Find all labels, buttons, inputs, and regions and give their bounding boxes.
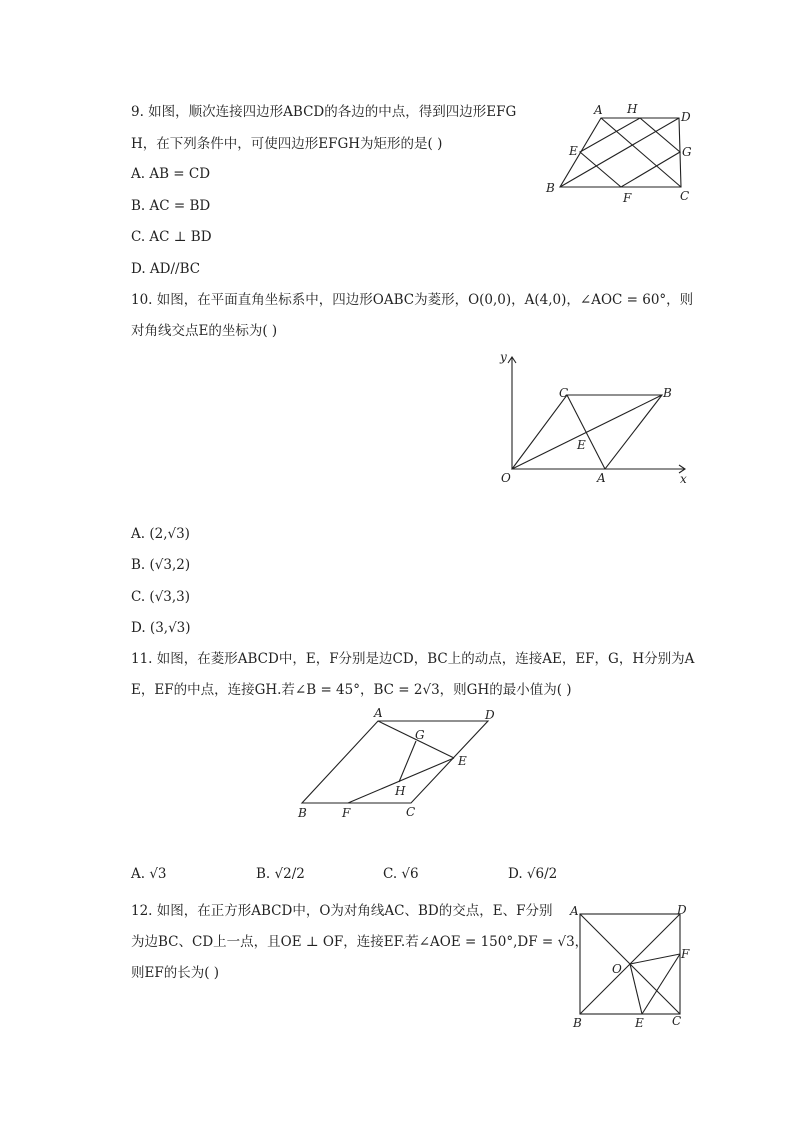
q12-stem-line2: 为边BC、CD上一点，且OE ⊥ OF，连接EF.若∠AOE = 150°,DF = √3， <box>131 934 589 950</box>
q10-stem-line1: 10. 如图，在平面直角坐标系中，四边形OABC为菱形，O(0,0)，A(4,0)，∠AOC = 60°，则 <box>131 292 694 308</box>
q10-label-x: x <box>680 472 687 486</box>
q9-figure <box>540 100 700 210</box>
q10-label-a: A <box>597 471 606 485</box>
q11-option-a[interactable]: A. √3 <box>131 866 167 882</box>
q11-label-g: G <box>415 728 425 742</box>
q11-stem-line1: 11. 如图，在菱形ABCD中，E，F分别是边CD，BC上的动点，连接AE，EF，G，H分别为A <box>131 651 695 667</box>
q9-label-e: E <box>569 144 578 158</box>
q9-quadrilateral <box>560 118 681 187</box>
q10-figure <box>495 345 695 490</box>
q9-label-c: C <box>680 189 690 203</box>
q12-label-b: B <box>573 1016 582 1030</box>
q10-label-c: C <box>559 386 569 400</box>
q11-label-b: B <box>298 806 307 820</box>
q11-stem-line2: E，EF的中点，连接GH.若∠B = 45°，BC = 2√3，则GH的最小值为( ) <box>131 682 572 698</box>
q9-label-a: A <box>594 103 603 117</box>
q9-option-b[interactable]: B. AC = BD <box>131 198 211 214</box>
q12-square <box>580 914 680 1014</box>
q12-label-c: C <box>672 1014 682 1028</box>
q9-label-d: D <box>681 110 691 124</box>
q11-option-d[interactable]: D. √6/2 <box>508 866 558 882</box>
q10-rhombus <box>512 395 662 469</box>
q12-figure <box>565 900 695 1035</box>
q10-label-e: E <box>577 438 586 452</box>
q12-stem-line1: 12. 如图，在正方形ABCD中，O为对角线AC、BD的交点，E、F分别 <box>131 903 553 919</box>
q12-stem-line3: 则EF的长为( ) <box>131 965 220 981</box>
q9-option-a[interactable]: A. AB = CD <box>131 166 211 182</box>
q10-label-y: y <box>500 350 507 364</box>
q10-label-b: B <box>663 386 672 400</box>
q11-option-b[interactable]: B. √2/2 <box>256 866 305 882</box>
q12-label-a: A <box>570 904 579 918</box>
q10-option-d[interactable]: D. (3,√3) <box>131 620 191 636</box>
q10-label-o: O <box>501 471 511 485</box>
q12-label-o: O <box>612 962 622 976</box>
q10-option-a[interactable]: A. (2,√3) <box>131 526 190 542</box>
q9-stem-line1: 9. 如图，顺次连接四边形ABCD的各边的中点，得到四边形EFG <box>131 104 517 120</box>
q11-figure <box>290 705 510 825</box>
q10-option-b[interactable]: B. (√3,2) <box>131 557 191 573</box>
q9-label-g: G <box>682 145 692 159</box>
q11-label-h: H <box>395 784 406 798</box>
q10-option-c[interactable]: C. (√3,3) <box>131 589 191 605</box>
q9-option-c[interactable]: C. AC ⊥ BD <box>131 229 212 245</box>
q10-axes <box>508 357 685 473</box>
q12-label-d: D <box>677 903 687 917</box>
q10-stem-line2: 对角线交点E的坐标为( ) <box>131 323 278 339</box>
q11-label-d: D <box>485 708 495 722</box>
q9-label-b: B <box>546 181 555 195</box>
q11-label-f: F <box>342 806 351 820</box>
q11-label-c: C <box>406 805 416 819</box>
q9-stem-line2: H，在下列条件中，可使四边形EFGH为矩形的是( ) <box>131 136 443 152</box>
q11-label-a: A <box>374 706 383 720</box>
q9-label-h: H <box>627 102 638 116</box>
q9-label-f: F <box>623 191 632 205</box>
q12-label-f: F <box>681 947 690 961</box>
q9-option-d[interactable]: D. AD//BC <box>131 261 201 277</box>
q11-option-c[interactable]: C. √6 <box>383 866 419 882</box>
q11-label-e: E <box>458 754 467 768</box>
q12-label-e: E <box>635 1016 644 1030</box>
